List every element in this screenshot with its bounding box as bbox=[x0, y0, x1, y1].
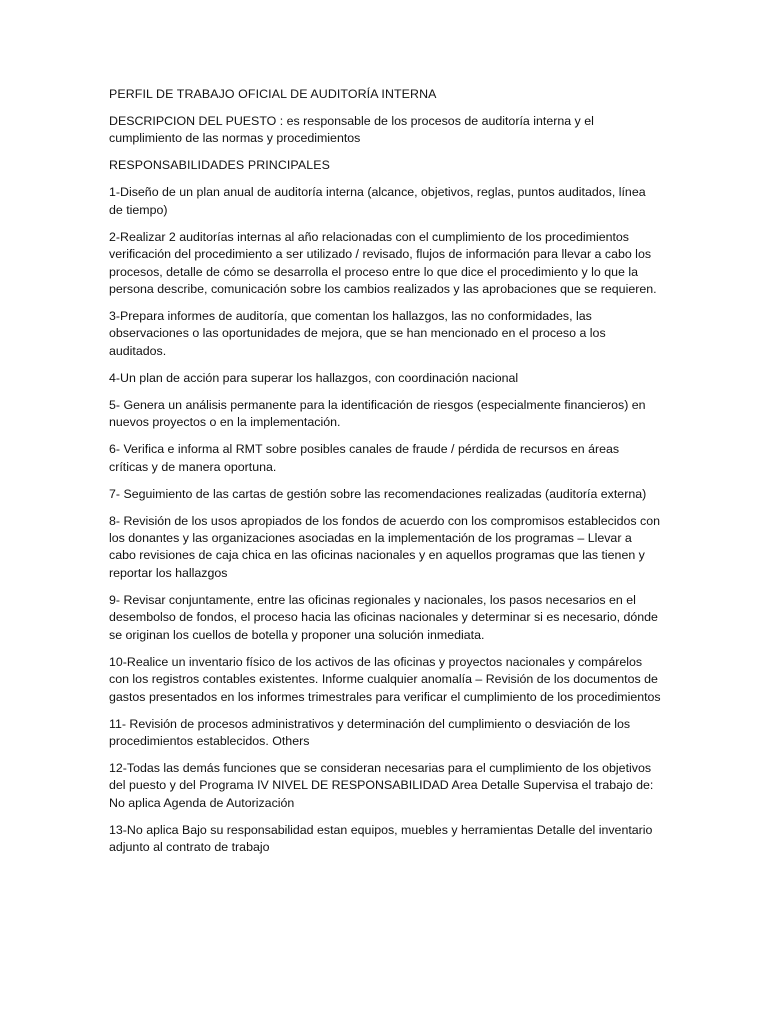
responsibility-item-12: 12-Todas las demás funciones que se consideran necesarias para el cumplimiento de los objetivos del puesto y del Programa IV NIVEL DE RESPONSABILIDAD Area Detalle Supervisa el trabajo de: No aplica Agenda de Autorización bbox=[109, 760, 654, 810]
responsibility-item-8: 8- Revisión de los usos apropiados de los fondos de acuerdo con los compromisos establecidos con los donantes y las organizaciones asociadas en la implementación de los programas – Llevar a cabo revisiones de caja chica en las oficinas nacionales y en aquellos programas que las tienen y reportar los hallazgos bbox=[109, 513, 661, 580]
responsibility-item-11: 11- Revisión de procesos administrativos y determinación del cumplimiento o desviación de los procedimientos establecidos. Others bbox=[109, 716, 631, 748]
responsibility-item-10: 10-Realice un inventario físico de los activos de las oficinas y proyectos nacionales y compárelos con los registros contables existentes. Informe cualquier anomalía – Revisión de los documentos de gastos presentados en los informes trimestrales para verificar el cumplimiento de los procedimientos bbox=[109, 654, 661, 704]
responsibility-item-13: 13-No aplica Bajo su responsabilidad estan equipos, muebles y herramientas Detalle del inventario adjunto al contrato de trabajo bbox=[109, 822, 653, 855]
job-description: DESCRIPCION DEL PUESTO : es responsable de los procesos de auditoría interna y el cumplimiento de las normas y procedimientos bbox=[109, 114, 594, 146]
responsibility-item-6: 6- Verifica e informa al RMT sobre posibles canales de fraude / pérdida de recursos en áreas críticas y de manera oportuna. bbox=[109, 442, 620, 474]
document-page bbox=[109, 86, 661, 866]
responsibility-item-7: 7- Seguimiento de las cartas de gestión sobre las recomendaciones realizadas (auditoría externa) bbox=[109, 486, 647, 501]
responsibility-item-5: 5- Genera un análisis permanente para la identificación de riesgos (especialmente financieros) en nuevos proyectos o en la implementación. bbox=[109, 397, 646, 430]
responsibility-item-3: 3-Prepara informes de auditoría, que comentan los hallazgos, las no conformidades, las observaciones o las oportunidades de mejora, que se han mencionado en el proceso a los auditados. bbox=[109, 309, 606, 358]
responsibility-item-2: 2-Realizar 2 auditorías internas al año relacionadas con el cumplimiento de los procedimientos verificación del procedimiento a ser utilizado / revisado, flujos de información para llevar a cabo los procesos, detalle de cómo se desarrolla el proceso entre lo que dice el procedimiento y lo que la persona describe, comunicación sobre los cambios realizados y las aprobaciones que se requieren. bbox=[109, 229, 657, 297]
document-title: PERFIL DE TRABAJO OFICIAL DE AUDITORÍA INTERNA bbox=[109, 87, 437, 101]
responsibilities-heading: RESPONSABILIDADES PRINCIPALES bbox=[109, 158, 330, 173]
responsibility-item-9: 9- Revisar conjuntamente, entre las oficinas regionales y nacionales, los pasos necesarios en el desembolso de fondos, el proceso hacia las oficinas nacionales y determinar si es necesario, dónde se originan los cuellos de botella y proponer una solución inmediata. bbox=[109, 592, 658, 642]
responsibility-item-1: 1-Diseño de un plan anual de auditoría interna (alcance, objetivos, reglas, puntos auditados, línea de tiempo) bbox=[109, 185, 646, 217]
responsibility-item-4: 4-Un plan de acción para superar los hallazgos, con coordinación nacional bbox=[109, 370, 519, 385]
